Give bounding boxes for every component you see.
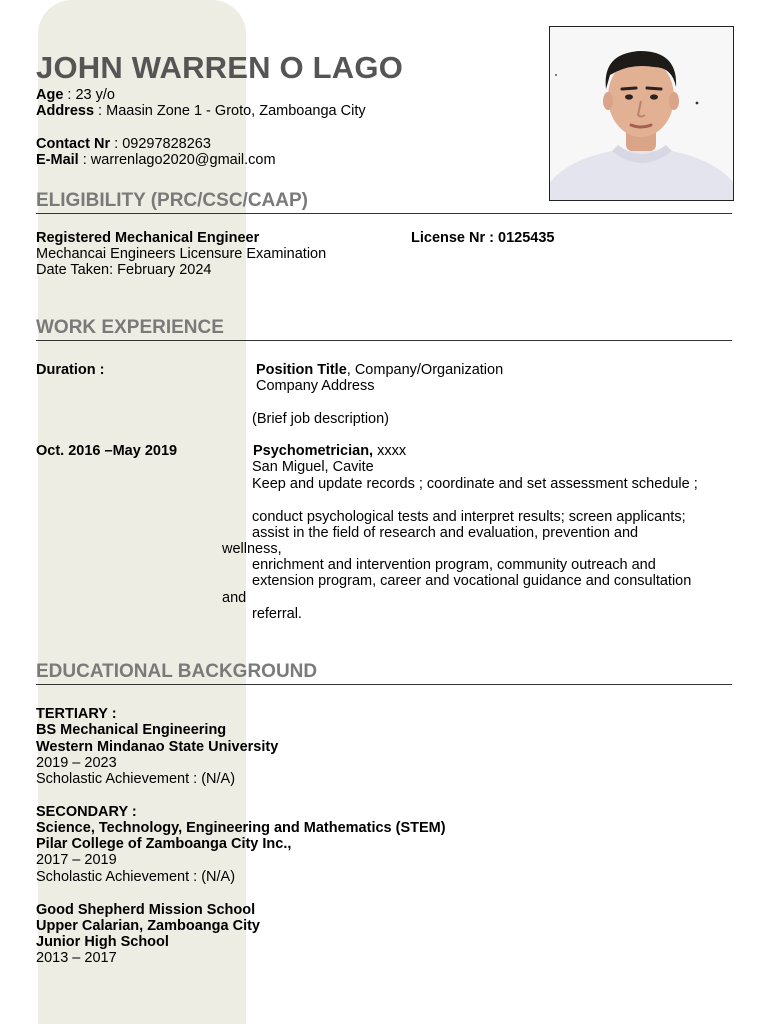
email-label: E-Mail (36, 152, 79, 168)
work-heading: WORK EXPERIENCE (36, 317, 224, 338)
profile-photo (549, 26, 734, 201)
job-location: San Miguel, Cavite (252, 459, 374, 475)
address-label: Address (36, 103, 95, 119)
eligibility-divider (36, 213, 732, 214)
age-value: : 23 y/o (63, 87, 115, 103)
eligibility-exam: Mechancai Engineers Licensure Examination (36, 246, 327, 262)
job-description-label: (Brief job description) (252, 411, 389, 427)
contact-line (36, 136, 211, 153)
duration-label: Duration : (36, 362, 105, 378)
junior-years: 2013 – 2017 (36, 950, 117, 966)
company-label: , Company/Organization (346, 362, 504, 378)
education-heading: EDUCATIONAL BACKGROUND (36, 661, 318, 682)
tertiary-achievement: Scholastic Achievement : (N/A) (36, 771, 236, 787)
job-description-line: referral. (252, 606, 302, 622)
tertiary-label: TERTIARY : (36, 706, 117, 722)
address-value: : Maasin Zone 1 - Groto, Zamboanga City (94, 103, 366, 119)
portrait-illustration (550, 27, 733, 200)
eligibility-heading: ELIGIBILITY (PRC/CSC/CAAP) (36, 190, 308, 211)
job-description-line: extension program, career and vocational guidance and consultation (252, 573, 692, 589)
company-address-label: Company Address (256, 378, 375, 394)
eligibility-title: Registered Mechanical Engineer (36, 230, 260, 246)
job-description-line: and (222, 590, 247, 606)
tertiary-school: Western Mindanao State University (36, 739, 279, 755)
resume-name: JOHN WARREN O LAGO (36, 50, 404, 85)
education-divider (36, 684, 732, 685)
secondary-label: SECONDARY : (36, 804, 137, 820)
age-label: Age (36, 87, 64, 103)
secondary-course: Science, Technology, Engineering and Mathematics (STEM) (36, 820, 446, 836)
job-description-line: Keep and update records ; coordinate and set assessment schedule ; (252, 476, 698, 492)
tertiary-years: 2019 – 2023 (36, 755, 117, 771)
tertiary-course: BS Mechanical Engineering (36, 722, 227, 738)
email-value: : warrenlago2020@gmail.com (78, 152, 276, 168)
job-description-line: enrichment and intervention program, community outreach and (252, 557, 656, 573)
address-line (36, 103, 366, 120)
position-label: Position Title (256, 362, 347, 378)
contact-label: Contact Nr (36, 136, 111, 152)
job-title-line (253, 443, 406, 460)
email-line (36, 152, 276, 169)
secondary-achievement: Scholastic Achievement : (N/A) (36, 869, 236, 885)
contact-value: : 09297828263 (110, 136, 211, 152)
junior-location: Upper Calarian, Zamboanga City (36, 918, 260, 934)
job-title: Psychometrician, (253, 443, 374, 459)
work-divider (36, 340, 732, 341)
secondary-years: 2017 – 2019 (36, 852, 117, 868)
eligibility-date: Date Taken: February 2024 (36, 262, 212, 278)
job-description-line: wellness, (222, 541, 282, 557)
job-description-line: conduct psychological tests and interpret results; screen applicants; (252, 509, 686, 525)
job-duration: Oct. 2016 –May 2019 (36, 443, 178, 459)
secondary-school: Pilar College of Zamboanga City Inc., (36, 836, 292, 852)
job-company: xxxx (373, 443, 407, 459)
job-description-line: assist in the field of research and evaluation, prevention and (252, 525, 639, 541)
junior-level: Junior High School (36, 934, 169, 950)
position-template-line (256, 362, 503, 379)
junior-school: Good Shepherd Mission School (36, 902, 256, 918)
license-number: License Nr : 0125435 (411, 230, 555, 246)
age-line (36, 87, 115, 104)
